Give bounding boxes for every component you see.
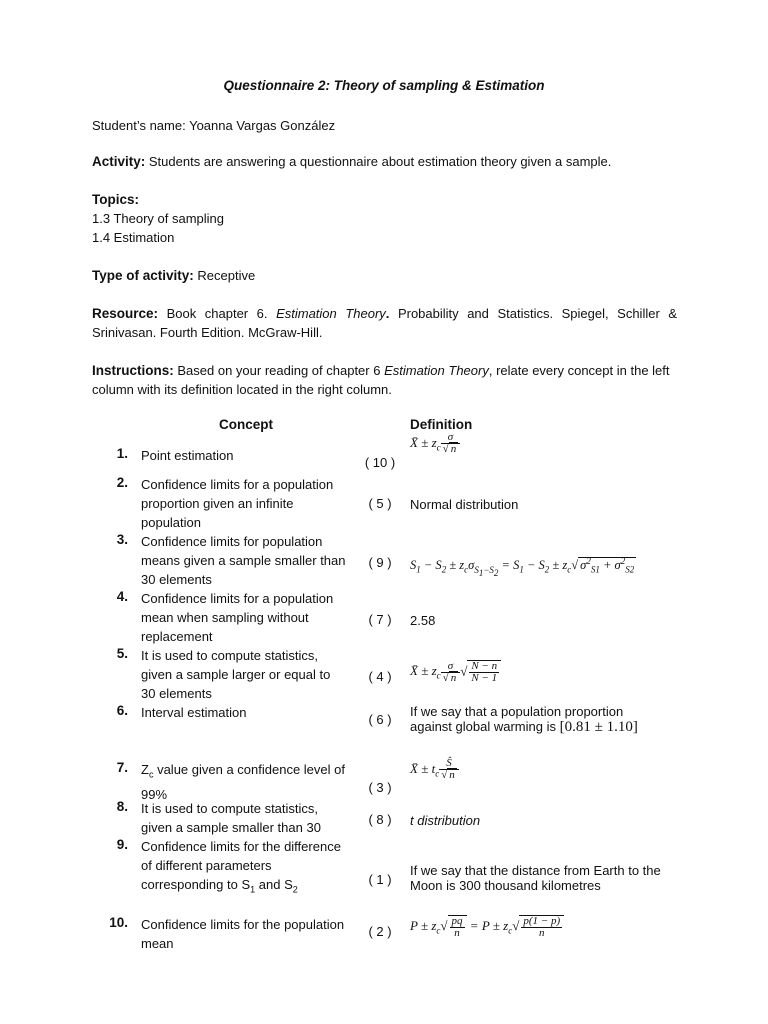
formula-mean-t-distribution: X̄ ± $t_c$ $\frac{Ŝ}{√ n}$ bbox=[410, 758, 685, 782]
row-number: 5. bbox=[116, 646, 128, 661]
answer-blank: ( 4 ) bbox=[368, 669, 392, 684]
type-text: Receptive bbox=[193, 268, 256, 283]
definition-text: Normal distribution bbox=[410, 497, 519, 512]
student-name: Student’s name: Yoanna Vargas González bbox=[92, 118, 336, 133]
answer-blank: ( 10 ) bbox=[364, 455, 396, 470]
concept-text: Confidence limits for a population proportion given an infinite population bbox=[141, 477, 334, 530]
row-number: 8. bbox=[116, 799, 128, 814]
definition-text: If we say that a population proportion against global warming is [0.81 ± 1.10] bbox=[410, 704, 638, 735]
row-number: 6. bbox=[116, 703, 128, 718]
topics-label: Topics: bbox=[92, 192, 139, 207]
page-title: Questionnaire 2: Theory of sampling & Estimation bbox=[223, 78, 545, 93]
activity-label: Activity: bbox=[92, 154, 146, 169]
formula-finite-population-correction: X̄ ± $z_c$ $\frac{\sigma}{√ n}$ √ $\frac{N - n}{N - 1}$ bbox=[410, 660, 685, 684]
definition-text: 2.58 bbox=[410, 613, 436, 628]
answer-blank: ( 6 ) bbox=[368, 712, 392, 727]
row-number: 3. bbox=[116, 532, 128, 547]
interval-value: [0.81 ± 1.10] bbox=[559, 719, 638, 735]
activity-line bbox=[92, 152, 677, 171]
concept-text: $Z_c$ value given a confidence level of 99% bbox=[141, 762, 345, 802]
instructions-paragraph: Instructions: Based on your reading of chapter 6 Estimation Theory, relate every concept in the left column with its definition located in the right column. bbox=[92, 363, 670, 397]
topic-item: 1.3 Theory of sampling bbox=[92, 211, 224, 226]
definition-header: Definition bbox=[410, 417, 473, 432]
row-number: 10. bbox=[109, 915, 128, 930]
answer-blank: ( 9 ) bbox=[368, 555, 392, 570]
row-number: 2. bbox=[116, 475, 128, 490]
type-of-activity-line bbox=[92, 266, 677, 285]
definition-text: t distribution bbox=[410, 813, 481, 828]
topic-item: 1.4 Estimation bbox=[92, 230, 175, 245]
answer-blank: ( 1 ) bbox=[368, 872, 392, 887]
answer-blank: ( 7 ) bbox=[368, 612, 392, 627]
answer-blank: ( 3 ) bbox=[368, 780, 392, 795]
concept-text: Confidence limits for a population mean when sampling without replacement bbox=[141, 591, 334, 644]
resource-paragraph: Resource: Book chapter 6. Estimation Theory. Probability and Statistics. Spiegel, Schiller & Srinivasan. Fourth Edition. McGraw-Hill. bbox=[92, 306, 677, 340]
concept-text: Confidence limits for population means given a sample smaller than 30 elements bbox=[141, 534, 346, 587]
formula-proportion: $P \pm z_c√$ $\frac{pq}{n}$ = $P \pm z_c√$ $\frac{p(1 - p)}{n}$ bbox=[410, 915, 690, 939]
type-label: Type of activity: bbox=[92, 268, 194, 283]
concept-text: It is used to compute statistics, given a sample larger or equal to 30 elements bbox=[141, 648, 331, 701]
formula-difference-of-statistics: $S_1 - S_2 \pm z_c\sigma_{S_1-S_2} = S_1 - S_2 \pm z_c√$ $\sigma^2_{S1} + \sigma^2_{S2}$ bbox=[410, 556, 635, 578]
answer-blank: ( 5 ) bbox=[368, 496, 392, 511]
concept-text: Interval estimation bbox=[141, 705, 247, 720]
concept-text: It is used to compute statistics, given a sample smaller than 30 bbox=[141, 801, 321, 835]
row-number: 9. bbox=[116, 837, 128, 852]
activity-text: Students are answering a questionnaire about estimation theory given a sample. bbox=[145, 154, 612, 169]
formula-mean-known-sigma: X̄ ± $z_c$ $\frac{\sigma}{√ n}$ bbox=[410, 432, 685, 456]
row-number: 7. bbox=[116, 760, 128, 775]
concept-header: Concept bbox=[219, 417, 273, 432]
concept-text: Point estimation bbox=[141, 448, 234, 463]
row-number: 1. bbox=[116, 446, 128, 461]
answer-blank: ( 2 ) bbox=[368, 924, 392, 939]
row-number: 4. bbox=[116, 589, 128, 604]
answer-blank: ( 8 ) bbox=[368, 812, 392, 827]
concept-text: Confidence limits for the difference of different parameters corresponding to $S_1$ and $S_2$ bbox=[141, 839, 341, 895]
concept-text: Confidence limits for the population mean bbox=[141, 917, 345, 951]
definition-text: If we say that the distance from Earth to the Moon is 300 thousand kilometres bbox=[410, 863, 661, 893]
